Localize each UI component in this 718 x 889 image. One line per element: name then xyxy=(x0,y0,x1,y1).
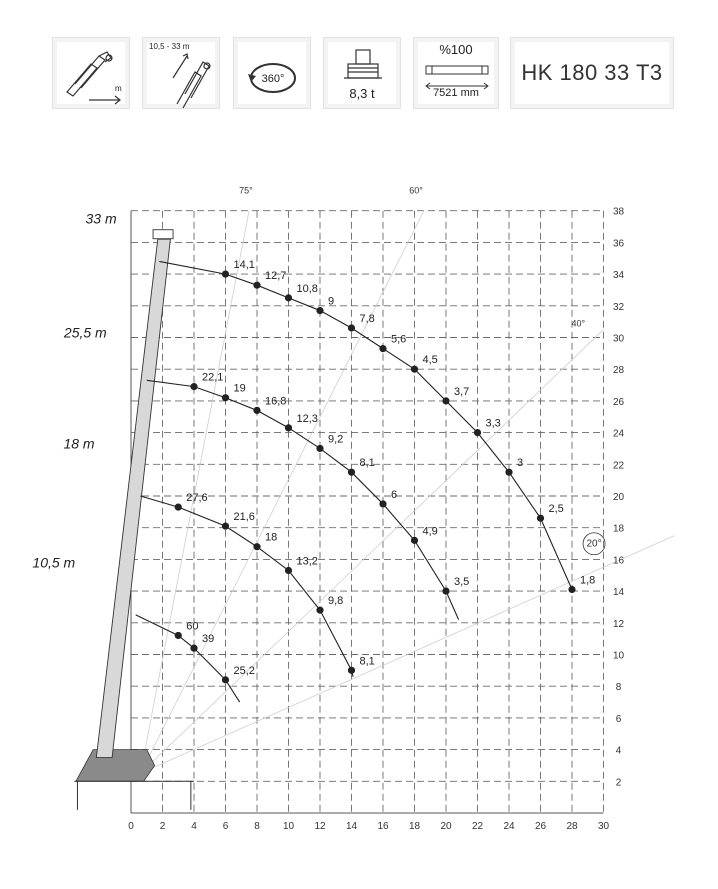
capacity-label: 9,8 xyxy=(328,595,344,608)
capacity-label: 13,2 xyxy=(296,555,318,568)
x-tick-label: 26 xyxy=(534,821,547,832)
axis-ticks xyxy=(128,207,624,832)
y-tick-label: 18 xyxy=(612,523,625,535)
capacity-label: 10,8 xyxy=(296,282,318,295)
load-point xyxy=(222,271,229,278)
x-tick-label: 12 xyxy=(314,821,326,832)
angle-guide-line xyxy=(140,330,603,774)
crane-outriggers xyxy=(74,781,194,810)
load-point xyxy=(505,469,512,476)
boom-head xyxy=(153,230,173,239)
x-tick-label: 24 xyxy=(503,821,515,832)
load-point xyxy=(253,407,260,414)
capacity-label: 9 xyxy=(328,295,335,308)
y-tick-label: 14 xyxy=(612,587,625,599)
capacity-label: 4,5 xyxy=(422,354,438,367)
y-tick-label: 34 xyxy=(612,270,625,282)
capacity-label: 27,6 xyxy=(186,492,208,505)
load-point xyxy=(379,500,386,507)
crane-drawing xyxy=(74,230,194,810)
boom-angle-label: 20° xyxy=(586,538,602,550)
boom-length-range: 10,5 - 33 m xyxy=(149,42,190,51)
x-tick-label: 18 xyxy=(408,821,421,832)
boom-length-label: 33 m xyxy=(85,210,117,227)
boom-angle-label: 75° xyxy=(239,185,253,196)
load-point xyxy=(411,366,418,373)
capacity-label: 21,6 xyxy=(233,511,255,524)
crane-weight-value: 8,3 t xyxy=(349,86,375,101)
capacity-label: 16,8 xyxy=(265,395,287,408)
x-tick-label: 20 xyxy=(440,821,452,832)
load-curve xyxy=(159,261,572,589)
y-tick-label: 24 xyxy=(612,428,625,440)
capacity-label: 5,6 xyxy=(391,333,407,346)
y-tick-label: 12 xyxy=(612,618,625,630)
load-point xyxy=(537,515,544,522)
load-point xyxy=(253,543,260,550)
load-point xyxy=(190,383,197,390)
crane-model-name: HK 180 33 T3 xyxy=(521,60,663,85)
capacity-label: 8,1 xyxy=(359,655,375,668)
capacity-label: 6 xyxy=(391,488,398,501)
outrigger-percent: %100 xyxy=(439,42,473,57)
load-point xyxy=(348,667,355,674)
capacity-label: 3,3 xyxy=(485,417,501,430)
y-tick-label: 32 xyxy=(612,301,625,313)
y-tick-label: 38 xyxy=(612,206,625,218)
y-tick-label: 2 xyxy=(615,777,622,789)
load-point xyxy=(316,445,323,452)
load-point xyxy=(190,645,197,652)
load-point xyxy=(348,469,355,476)
load-point xyxy=(222,394,229,401)
x-tick-label: 4 xyxy=(191,821,197,832)
x-tick-label: 6 xyxy=(222,821,229,832)
capacity-label: 60 xyxy=(186,620,199,633)
x-tick-label: 28 xyxy=(566,821,578,832)
y-tick-label: 16 xyxy=(612,555,625,567)
capacity-label: 12,7 xyxy=(265,270,287,283)
capacity-label: 8,1 xyxy=(359,457,375,470)
y-tick-label: 36 xyxy=(612,238,625,250)
load-point xyxy=(285,424,292,431)
load-point xyxy=(222,523,229,530)
load-point xyxy=(175,632,182,639)
load-point xyxy=(175,503,182,510)
capacity-label: 7,8 xyxy=(359,312,375,325)
load-point xyxy=(285,294,292,301)
x-tick-label: 2 xyxy=(159,821,166,832)
y-tick-label: 4 xyxy=(615,745,622,757)
crane-boom xyxy=(96,239,170,757)
x-tick-label: 10 xyxy=(282,821,295,832)
capacity-label: 3 xyxy=(517,457,524,470)
load-point xyxy=(442,397,449,404)
outrigger-span-value: 7521 mm xyxy=(433,87,479,99)
capacity-label: 39 xyxy=(202,633,215,646)
x-tick-label: 30 xyxy=(597,821,610,832)
capacity-label: 12,3 xyxy=(296,412,318,425)
capacity-label: 2,5 xyxy=(548,503,564,516)
y-tick-label: 10 xyxy=(612,650,625,662)
y-tick-label: 6 xyxy=(615,713,622,725)
boom-length-label: 18 m xyxy=(63,435,95,452)
y-tick-label: 20 xyxy=(612,492,625,503)
boom-length-label: 10,5 m xyxy=(32,554,76,571)
crane-body xyxy=(76,750,155,782)
capacity-label: 4,9 xyxy=(422,525,438,538)
reach-unit-label: m xyxy=(115,84,122,93)
capacity-label: 3,5 xyxy=(454,576,470,589)
load-point xyxy=(442,588,449,595)
boom-angle-label: 40° xyxy=(571,318,586,329)
x-tick-label: 22 xyxy=(471,821,484,832)
x-tick-label: 8 xyxy=(254,821,260,832)
chart-grid xyxy=(131,211,604,813)
x-tick-label: 16 xyxy=(377,821,389,832)
capacity-label: 18 xyxy=(265,531,278,544)
y-tick-label: 30 xyxy=(612,333,625,345)
capacity-label: 22,1 xyxy=(202,371,224,384)
x-tick-label: 14 xyxy=(345,821,358,832)
boom-angle-label: 60° xyxy=(409,185,423,196)
load-point xyxy=(222,676,229,683)
y-tick-label: 22 xyxy=(612,460,625,472)
capacity-label: 19 xyxy=(233,382,246,395)
y-tick-label: 8 xyxy=(615,682,622,694)
capacity-label: 3,7 xyxy=(454,385,470,398)
capacity-label: 1,8 xyxy=(580,574,596,587)
capacity-label: 25,2 xyxy=(233,664,255,677)
capacity-label: 9,2 xyxy=(328,433,344,446)
load-point xyxy=(474,429,481,436)
y-tick-label: 28 xyxy=(612,365,625,377)
load-point xyxy=(379,345,386,352)
load-point xyxy=(568,586,575,593)
rotation-label: 360° xyxy=(261,73,285,85)
load-point xyxy=(316,607,323,614)
load-point xyxy=(316,307,323,314)
load-point xyxy=(411,537,418,544)
load-point xyxy=(285,567,292,574)
capacity-label: 14,1 xyxy=(233,259,255,272)
y-tick-label: 26 xyxy=(612,396,625,408)
load-point xyxy=(348,324,355,331)
load-point xyxy=(253,282,260,289)
boom-length-label: 25,5 m xyxy=(63,324,107,341)
x-tick-label: 0 xyxy=(128,821,134,832)
